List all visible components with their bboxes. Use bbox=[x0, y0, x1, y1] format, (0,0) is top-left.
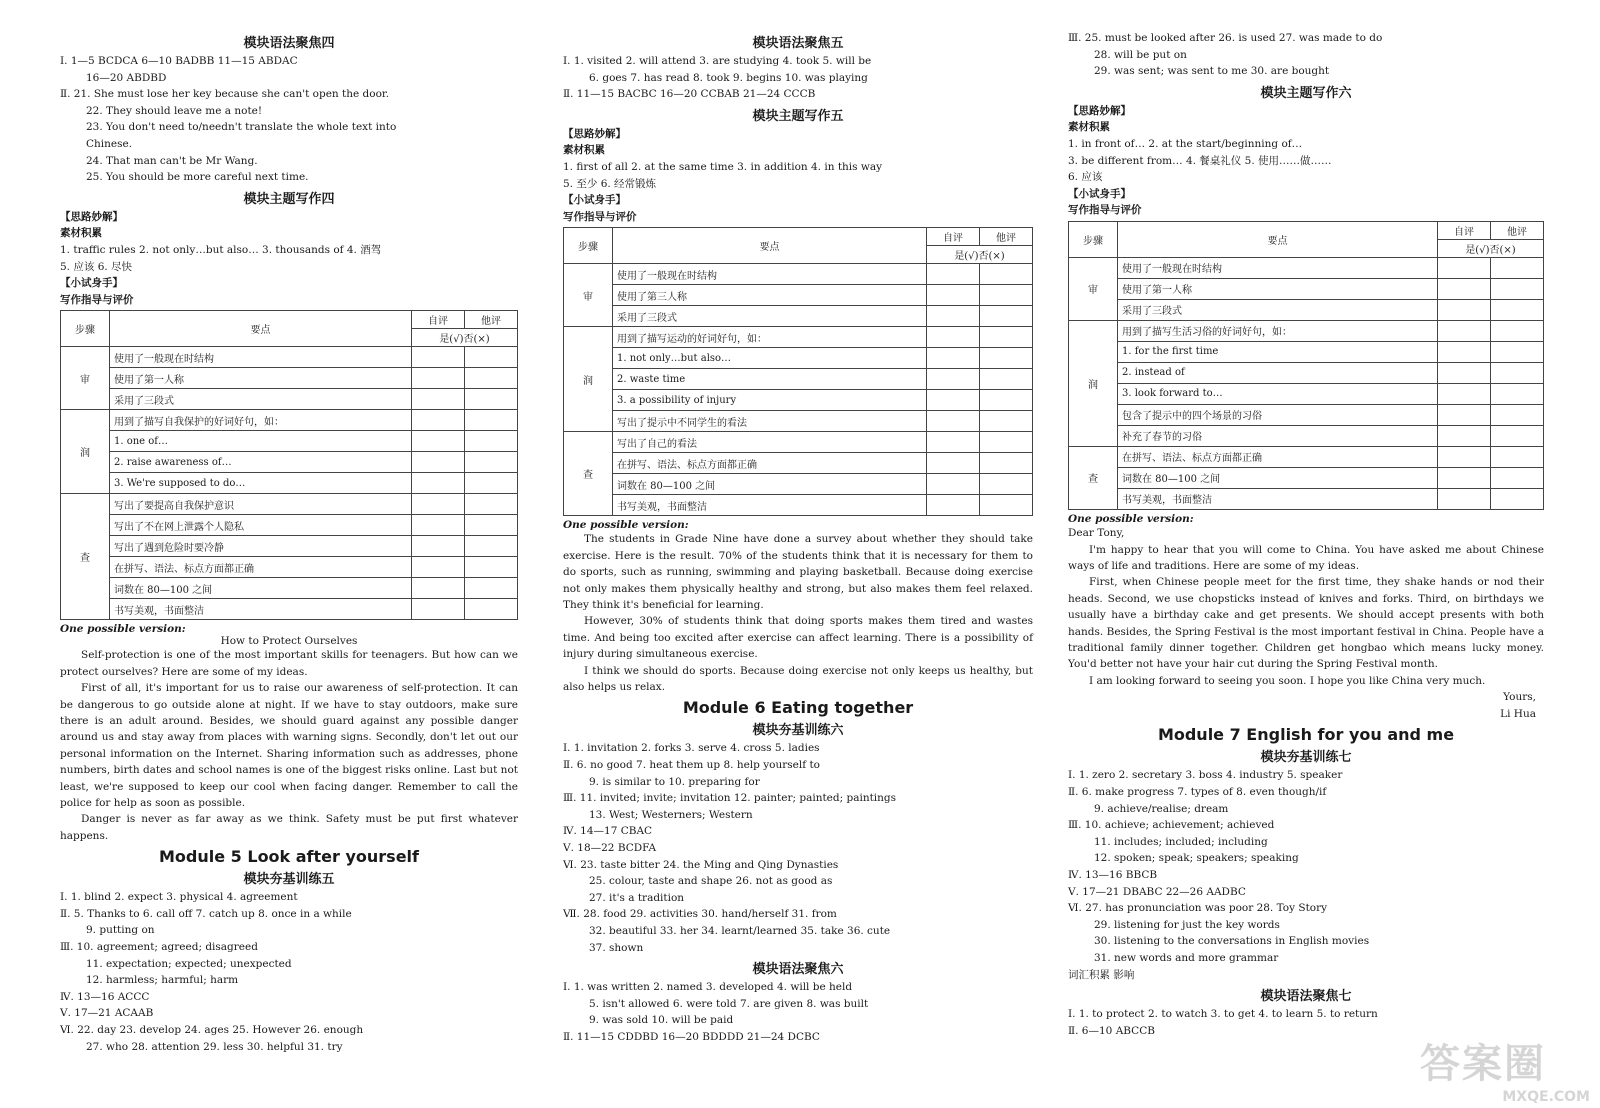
column-middle bbox=[563, 30, 1033, 1046]
peer-check-cell bbox=[465, 599, 518, 620]
answer-line: 【小试身手】 bbox=[1068, 187, 1131, 200]
answer-line: 1. first of all 2. at the same time 3. in addition 4. in this way bbox=[563, 160, 883, 173]
answer-line: 24. That man can't be Mr Wang. bbox=[86, 154, 258, 167]
point-cell: 在拼写、语法、标点方面都正确 bbox=[613, 453, 927, 474]
answer-line: Ⅴ. 18—22 BCDFA bbox=[563, 841, 657, 854]
step-cell: 润 bbox=[61, 410, 110, 494]
answer-line: 素材积累 bbox=[60, 227, 102, 240]
answer-line: 写作指导与评价 bbox=[563, 210, 637, 223]
answer-line: 9. was sold 10. will be paid bbox=[589, 1014, 734, 1027]
header-peer: 他评 bbox=[1491, 221, 1544, 239]
point-cell: 3. look forward to… bbox=[1118, 383, 1438, 404]
essay-body bbox=[563, 531, 1033, 695]
peer-check-cell bbox=[980, 306, 1033, 327]
heading-writing-5: 模块主题写作五 bbox=[752, 108, 844, 124]
answer-line: 12. harmless; harmful; harm bbox=[86, 974, 239, 987]
letter-signer: Li Hua bbox=[1500, 707, 1536, 720]
step-cell: 查 bbox=[1069, 446, 1118, 509]
answer-line: 32. beautiful 33. her 34. learnt/learned 35. take 36. cute bbox=[589, 924, 891, 937]
self-check-cell bbox=[927, 474, 980, 495]
point-cell: 3. a possibility of injury bbox=[613, 390, 927, 411]
paragraph: First, when Chinese people meet for the first time, they shake hands or nod their heads. Second, we use chopsticks instead of knives and forks. Third, on birthdays we usually have a birthday cake and get presents. We should accept presents with both hands. Besides, the Spring Festival is the most important festival in China. People have a traditional family dinner together. Children get hongbao which means lucky money. You'd better not have your hair cut during the Spring Festival month. bbox=[1068, 576, 1544, 671]
answer-line: 1. traffic rules 2. not only…but also… 3. thousands of 4. 酒驾 bbox=[60, 243, 382, 256]
point-cell: 词数在 80—100 之间 bbox=[613, 474, 927, 495]
answer-line: 28. will be put on bbox=[1094, 48, 1187, 61]
self-check-cell bbox=[412, 578, 465, 599]
point-cell: 写出了不在网上泄露个人隐私 bbox=[110, 515, 412, 536]
peer-check-cell bbox=[980, 474, 1033, 495]
answer-line: Ⅳ. 14—17 CBAC bbox=[563, 825, 653, 838]
self-check-cell bbox=[927, 348, 980, 369]
answer-line: Ⅱ. 5. Thanks to 6. call off 7. catch up 8. once in a while bbox=[60, 907, 352, 920]
answer-line: 5. 应该 6. 尽快 bbox=[60, 260, 133, 273]
answer-line: 9. achieve/realise; dream bbox=[1094, 802, 1229, 815]
self-check-cell bbox=[412, 410, 465, 431]
grammar6-answers bbox=[563, 979, 1033, 1045]
answer-line: Ⅰ. 1. zero 2. secretary 3. boss 4. industry 5. speaker bbox=[1068, 769, 1343, 782]
self-check-cell bbox=[1438, 404, 1491, 425]
self-check-cell bbox=[412, 347, 465, 368]
step-cell: 审 bbox=[564, 264, 613, 327]
answer-line: 【思路妙解】 bbox=[60, 210, 123, 223]
self-check-cell bbox=[927, 432, 980, 453]
answer-line: 12. spoken; speak; speakers; speaking bbox=[1094, 852, 1299, 865]
answer-line: Ⅲ. 11. invited; invite; invitation 12. painter; painted; paintings bbox=[563, 792, 897, 805]
answer-line: Ⅲ. 25. must be looked after 26. is used 27. was made to do bbox=[1068, 32, 1383, 44]
column-right bbox=[1068, 30, 1544, 1039]
paragraph: Self-protection is one of the most important skills for teenagers. But how can we protect ourselves? Here are some of my ideas. bbox=[60, 649, 518, 678]
self-check-cell bbox=[1438, 467, 1491, 488]
peer-check-cell bbox=[980, 453, 1033, 474]
point-cell: 书写美观，书面整洁 bbox=[1118, 488, 1438, 509]
answer-line: 29. listening for just the key words bbox=[1094, 918, 1280, 931]
peer-check-cell bbox=[1491, 425, 1544, 446]
paragraph: First of all, it's important for us to raise our awareness of self-protection. It can be dangerous to go outside alone at night. If we have to stay outdoors, make sure there is an adult around. Besides, we should guard against any possible danger around us and stay away from places with warning signs. Secondly, don't let out our personal information on the Internet. Sharing information such as addresses, phone numbers, birth dates and school names is one of the biggest risks online. Last but not least, we're supposed to keep our cool when facing danger. Remember to call the police for help as soon as possible. bbox=[60, 682, 518, 809]
answer-line: 13. West; Westerners; Western bbox=[589, 808, 753, 821]
answer-line: 写作指导与评价 bbox=[60, 293, 134, 306]
peer-check-cell bbox=[465, 578, 518, 599]
peer-check-cell bbox=[465, 410, 518, 431]
header-peer: 他评 bbox=[465, 311, 518, 329]
step-cell: 查 bbox=[564, 432, 613, 516]
self-check-cell bbox=[1438, 488, 1491, 509]
peer-check-cell bbox=[980, 369, 1033, 390]
grammar5-answers bbox=[563, 53, 1033, 103]
peer-check-cell bbox=[1491, 488, 1544, 509]
self-check-cell bbox=[1438, 320, 1491, 341]
answer-line: Ⅱ. 6. no good 7. heat them up 8. help yourself to bbox=[563, 759, 820, 771]
answer-line: 30. listening to the conversations in English movies bbox=[1094, 935, 1370, 948]
self-check-cell bbox=[412, 515, 465, 536]
evaluation-table bbox=[563, 227, 1033, 516]
header-step: 步骤 bbox=[61, 311, 110, 347]
paragraph: I think we should do sports. Because doing exercise not only keeps us healthy, but also helps us relax. bbox=[563, 664, 1033, 693]
point-cell: 写出了遇到危险时要冷静 bbox=[110, 536, 412, 557]
peer-check-cell bbox=[465, 515, 518, 536]
point-cell: 3. We're supposed to do… bbox=[110, 473, 412, 494]
paragraph: I'm happy to hear that you will come to China. You have asked me about Chinese ways of life and traditions. Here are some of my ideas. bbox=[1068, 543, 1544, 572]
watermark-text: 答案圈 bbox=[1420, 1041, 1546, 1087]
peer-check-cell bbox=[465, 494, 518, 515]
point-cell: 用到了描写运动的好词好句，如： bbox=[613, 327, 927, 348]
self-check-cell bbox=[927, 453, 980, 474]
answer-line: 9. putting on bbox=[86, 924, 155, 937]
peer-check-cell bbox=[465, 368, 518, 389]
answer-line: Chinese. bbox=[86, 137, 133, 150]
self-check-cell bbox=[1438, 446, 1491, 467]
point-cell: 采用了三段式 bbox=[613, 306, 927, 327]
self-check-cell bbox=[1438, 383, 1491, 404]
self-check-cell bbox=[412, 536, 465, 557]
writing5-notes bbox=[563, 126, 1033, 226]
step-cell: 润 bbox=[564, 327, 613, 432]
peer-check-cell bbox=[980, 432, 1033, 453]
answer-line: Ⅳ. 13—16 ACCC bbox=[60, 990, 150, 1003]
peer-check-cell bbox=[1491, 341, 1544, 362]
answer-line: 23. You don't need to/needn't translate the whole text into bbox=[86, 121, 397, 134]
header-yes-no: 是(√)否(×) bbox=[927, 246, 1033, 264]
peer-check-cell bbox=[980, 495, 1033, 516]
step-cell: 审 bbox=[1069, 257, 1118, 320]
self-check-cell bbox=[412, 557, 465, 578]
grammar6-cont-answers bbox=[1068, 30, 1544, 80]
point-cell: 用到了描写生活习俗的好词好句，如： bbox=[1118, 320, 1438, 341]
answer-line: Ⅵ. 27. has pronunciation was poor 28. Toy Story bbox=[1068, 902, 1328, 915]
point-cell: 在拼写、语法、标点方面都正确 bbox=[1118, 446, 1438, 467]
point-cell: 写出了自己的看法 bbox=[613, 432, 927, 453]
heading-grammar-7: 模块语法聚焦七 bbox=[1260, 989, 1352, 1005]
self-check-cell bbox=[412, 431, 465, 452]
peer-check-cell bbox=[465, 473, 518, 494]
answer-line: 5. 至少 6. 经常锻炼 bbox=[563, 177, 657, 190]
version-label: One possible version: bbox=[1068, 512, 1194, 525]
paragraph: The students in Grade Nine have done a survey about whether they should take exercise. Here is the result. 70% of the students think that it is necessary for them to do sports, such as running, swimming and playing basketball. Because doing exercise not only makes them physically healthy and strong, but also makes them feel relaxed. They think it's beneficial for learning. bbox=[563, 533, 1033, 611]
answer-line: 【思路妙解】 bbox=[563, 127, 626, 140]
answer-line: 6. 应该 bbox=[1068, 171, 1103, 184]
peer-check-cell bbox=[465, 536, 518, 557]
letter-closing: Yours, bbox=[1503, 691, 1536, 704]
header-points: 要点 bbox=[110, 311, 412, 347]
evaluation-table bbox=[60, 310, 518, 620]
point-cell: 2. instead of bbox=[1118, 362, 1438, 383]
heading-grammar-4: 模块语法聚焦四 bbox=[243, 36, 335, 51]
self-check-cell bbox=[927, 327, 980, 348]
answer-line: 37. shown bbox=[589, 941, 644, 954]
watermark-logo bbox=[1420, 1032, 1590, 1105]
header-points: 要点 bbox=[1118, 221, 1438, 257]
self-check-cell bbox=[1438, 257, 1491, 278]
answer-line: Ⅰ. 1. blind 2. expect 3. physical 4. agreement bbox=[60, 891, 298, 904]
header-step: 步骤 bbox=[1069, 221, 1118, 257]
self-check-cell bbox=[927, 285, 980, 306]
step-cell: 润 bbox=[1069, 320, 1118, 446]
answer-line: Ⅶ. 28. food 29. activities 30. hand/herself 31. from bbox=[563, 908, 837, 921]
self-check-cell bbox=[927, 264, 980, 285]
peer-check-cell bbox=[465, 557, 518, 578]
basic5-answers bbox=[60, 889, 518, 1055]
peer-check-cell bbox=[1491, 362, 1544, 383]
answer-line: 25. You should be more careful next time. bbox=[86, 171, 309, 184]
peer-check-cell bbox=[980, 411, 1033, 432]
point-cell: 书写美观，书面整洁 bbox=[613, 495, 927, 516]
heading-basic-6: 模块夯基训练六 bbox=[752, 723, 844, 739]
answer-line: 31. new words and more grammar bbox=[1094, 951, 1279, 964]
point-cell: 书写美观，书面整洁 bbox=[110, 599, 412, 620]
point-cell: 采用了三段式 bbox=[110, 389, 412, 410]
header-self: 自评 bbox=[412, 311, 465, 329]
peer-check-cell bbox=[980, 348, 1033, 369]
peer-check-cell bbox=[1491, 383, 1544, 404]
step-cell: 审 bbox=[61, 347, 110, 410]
header-yes-no: 是(√)否(×) bbox=[1438, 239, 1544, 257]
grammar4-answers bbox=[60, 53, 518, 186]
answer-line: 29. was sent; was sent to me 30. are bought bbox=[1094, 65, 1330, 78]
essay-body bbox=[60, 647, 518, 844]
peer-check-cell bbox=[465, 431, 518, 452]
answer-line: Ⅵ. 23. taste bitter 24. the Ming and Qing Dynasties bbox=[563, 858, 839, 871]
self-check-cell bbox=[927, 390, 980, 411]
answer-line: 写作指导与评价 bbox=[1068, 204, 1142, 217]
step-cell: 查 bbox=[61, 494, 110, 620]
self-check-cell bbox=[927, 306, 980, 327]
heading-writing-4: 模块主题写作四 bbox=[243, 191, 335, 207]
answer-line: Ⅲ. 10. agreement; agreed; disagreed bbox=[60, 940, 258, 953]
module-5-title: Module 5 Look after yourself bbox=[159, 847, 419, 867]
peer-check-cell bbox=[465, 347, 518, 368]
point-cell: 词数在 80—100 之间 bbox=[1118, 467, 1438, 488]
letter-greeting: Dear Tony, bbox=[1068, 526, 1125, 539]
answer-line: Ⅰ. 1. visited 2. will attend 3. are studying 4. took 5. will be bbox=[563, 55, 872, 67]
peer-check-cell bbox=[1491, 467, 1544, 488]
self-check-cell bbox=[927, 369, 980, 390]
answer-line: 素材积累 bbox=[1068, 121, 1110, 134]
header-points: 要点 bbox=[613, 228, 927, 264]
basic7-answers bbox=[1068, 767, 1544, 983]
self-check-cell bbox=[927, 411, 980, 432]
point-cell: 2. raise awareness of… bbox=[110, 452, 412, 473]
answer-line: 27. who 28. attention 29. less 30. helpful 31. try bbox=[86, 1040, 343, 1053]
header-self: 自评 bbox=[1438, 221, 1491, 239]
point-cell: 词数在 80—100 之间 bbox=[110, 578, 412, 599]
point-cell: 写出了要提高自我保护意识 bbox=[110, 494, 412, 515]
heading-writing-6: 模块主题写作六 bbox=[1260, 85, 1352, 101]
heading-basic-5: 模块夯基训练五 bbox=[243, 872, 335, 888]
writing4-notes bbox=[60, 209, 518, 309]
column-left bbox=[60, 30, 518, 1055]
self-check-cell bbox=[1438, 425, 1491, 446]
self-check-cell bbox=[1438, 341, 1491, 362]
point-cell: 在拼写、语法、标点方面都正确 bbox=[110, 557, 412, 578]
self-check-cell bbox=[1438, 278, 1491, 299]
heading-grammar-5: 模块语法聚焦五 bbox=[752, 36, 844, 51]
writing6-notes bbox=[1068, 103, 1544, 219]
paragraph: Danger is never as far away as we think. Safety must be put first whatever happens. bbox=[60, 813, 518, 842]
peer-check-cell bbox=[1491, 404, 1544, 425]
self-check-cell bbox=[412, 473, 465, 494]
point-cell: 写出了提示中不同学生的看法 bbox=[613, 411, 927, 432]
point-cell: 包含了提示中的四个场景的习俗 bbox=[1118, 404, 1438, 425]
heading-grammar-6: 模块语法聚焦六 bbox=[752, 962, 844, 978]
answer-line: Ⅴ. 17—21 ACAAB bbox=[60, 1007, 154, 1020]
answer-line: Ⅱ. 11—15 BACBC 16—20 CCBAB 21—24 CCCB bbox=[563, 88, 816, 101]
basic6-answers bbox=[563, 740, 1033, 956]
answer-line: Ⅰ. 1. invitation 2. forks 3. serve 4. cross 5. ladies bbox=[563, 742, 820, 755]
point-cell: 1. one of… bbox=[110, 431, 412, 452]
peer-check-cell bbox=[980, 264, 1033, 285]
answer-line: 9. is similar to 10. preparing for bbox=[589, 775, 760, 788]
header-step: 步骤 bbox=[564, 228, 613, 264]
point-cell: 使用了一般现在时结构 bbox=[110, 347, 412, 368]
self-check-cell bbox=[412, 599, 465, 620]
self-check-cell bbox=[412, 389, 465, 410]
self-check-cell bbox=[927, 495, 980, 516]
module-7-title: Module 7 English for you and me bbox=[1157, 725, 1455, 745]
answer-line: 11. includes; included; including bbox=[1094, 835, 1268, 848]
peer-check-cell bbox=[980, 285, 1033, 306]
self-check-cell bbox=[412, 494, 465, 515]
module-6-title: Module 6 Eating together bbox=[682, 698, 914, 718]
point-cell: 用到了描写自我保护的好词好句，如： bbox=[110, 410, 412, 431]
evaluation-table bbox=[1068, 221, 1544, 510]
answer-line: Ⅱ. 11—15 CDDBD 16—20 BDDDD 21—24 DCBC bbox=[563, 1030, 820, 1043]
answer-line: 词汇积累 影响 bbox=[1068, 968, 1135, 981]
point-cell: 使用了一般现在时结构 bbox=[1118, 257, 1438, 278]
answer-line: 【小试身手】 bbox=[60, 277, 123, 290]
answer-line: 素材积累 bbox=[563, 144, 605, 157]
peer-check-cell bbox=[465, 452, 518, 473]
header-yes-no: 是(√)否(×) bbox=[412, 329, 518, 347]
answer-line: 【小试身手】 bbox=[563, 194, 626, 207]
point-cell: 使用了第三人称 bbox=[613, 285, 927, 306]
letter-body bbox=[1068, 542, 1544, 690]
answer-line: Ⅲ. 10. achieve; achievement; achieved bbox=[1068, 819, 1275, 832]
watermark-url: MXQE.COM bbox=[1502, 1089, 1590, 1105]
answer-line: Ⅳ. 13—16 BBCB bbox=[1068, 868, 1158, 881]
self-check-cell bbox=[1438, 362, 1491, 383]
answer-line: Ⅱ. 6—10 ABCCB bbox=[1068, 1024, 1155, 1037]
peer-check-cell bbox=[980, 327, 1033, 348]
version-label: One possible version: bbox=[563, 519, 689, 532]
peer-check-cell bbox=[465, 389, 518, 410]
answer-line: 22. They should leave me a note! bbox=[86, 104, 263, 117]
version-label: One possible version: bbox=[60, 623, 186, 636]
peer-check-cell bbox=[980, 390, 1033, 411]
self-check-cell bbox=[1438, 299, 1491, 320]
peer-check-cell bbox=[1491, 446, 1544, 467]
point-cell: 使用了一般现在时结构 bbox=[613, 264, 927, 285]
point-cell: 使用了第一人称 bbox=[110, 368, 412, 389]
answer-line: Ⅰ. 1. was written 2. named 3. developed 4. will be held bbox=[563, 981, 853, 994]
point-cell: 1. for the first time bbox=[1118, 341, 1438, 362]
peer-check-cell bbox=[1491, 278, 1544, 299]
answer-line: 5. isn't allowed 6. were told 7. are given 8. was built bbox=[589, 997, 869, 1010]
point-cell: 使用了第一人称 bbox=[1118, 278, 1438, 299]
essay-title: How to Protect Ourselves bbox=[220, 635, 358, 648]
point-cell: 补充了春节的习俗 bbox=[1118, 425, 1438, 446]
point-cell: 1. not only…but also… bbox=[613, 348, 927, 369]
answer-line: 6. goes 7. has read 8. took 9. begins 10. was playing bbox=[589, 71, 868, 84]
answer-line: Ⅴ. 17—21 DBABC 22—26 AADBC bbox=[1068, 885, 1246, 898]
answer-line: 16—20 ABDBD bbox=[86, 71, 167, 84]
point-cell: 2. waste time bbox=[613, 369, 927, 390]
paragraph: I am looking forward to seeing you soon. I hope you like China very much. bbox=[1089, 674, 1486, 687]
answer-line: 3. be different from… 4. 餐桌礼仪 5. 使用……做…… bbox=[1068, 154, 1332, 167]
header-self: 自评 bbox=[927, 228, 980, 246]
answer-line: 【思路妙解】 bbox=[1068, 104, 1131, 117]
peer-check-cell bbox=[1491, 257, 1544, 278]
header-peer: 他评 bbox=[980, 228, 1033, 246]
self-check-cell bbox=[412, 368, 465, 389]
heading-basic-7: 模块夯基训练七 bbox=[1260, 750, 1352, 766]
answer-line: 11. expectation; expected; unexpected bbox=[86, 957, 292, 970]
self-check-cell bbox=[412, 452, 465, 473]
answer-line: Ⅱ. 21. She must lose her key because she can't open the door. bbox=[60, 88, 390, 101]
answer-line: Ⅰ. 1. to protect 2. to watch 3. to get 4. to learn 5. to return bbox=[1068, 1008, 1378, 1021]
peer-check-cell bbox=[1491, 320, 1544, 341]
paragraph: However, 30% of students think that doing sports makes them tired and wastes time. And being too excited after exercise can affect learning. There is a possibility of injury during simultaneous exercise. bbox=[563, 615, 1033, 661]
answer-line: 25. colour, taste and shape 26. not as good as bbox=[589, 875, 833, 888]
answer-line: Ⅱ. 6. make progress 7. types of 8. even though/if bbox=[1068, 785, 1327, 798]
answer-line: Ⅰ. 1—5 BCDCA 6—10 BADBB 11—15 ABDAC bbox=[60, 55, 298, 67]
answer-line: 1. in front of… 2. at the start/beginning of… bbox=[1068, 137, 1303, 150]
answer-line: 27. it's a tradition bbox=[589, 891, 685, 904]
point-cell: 采用了三段式 bbox=[1118, 299, 1438, 320]
peer-check-cell bbox=[1491, 299, 1544, 320]
answer-line: Ⅵ. 22. day 23. develop 24. ages 25. However 26. enough bbox=[60, 1023, 364, 1036]
